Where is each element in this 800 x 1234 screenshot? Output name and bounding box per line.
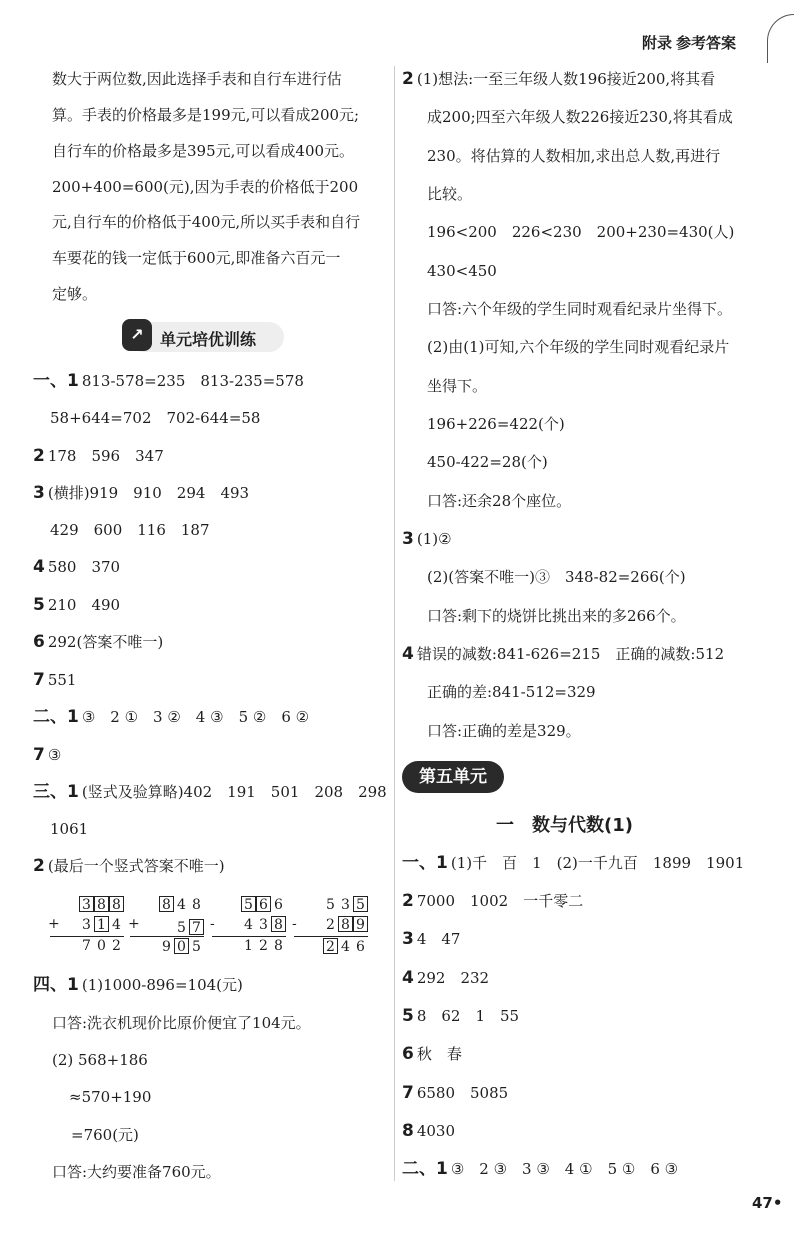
calc-digit-box: 9: [353, 916, 368, 932]
corner-decoration: [767, 14, 794, 63]
calc-digit: 5: [326, 897, 335, 913]
answer-line: [424, 414, 565, 434]
item-marker: 3: [33, 483, 45, 503]
answer-line: [424, 376, 487, 396]
answer-line: [402, 644, 724, 664]
item-marker: 一、1: [402, 853, 448, 873]
calc-digit: 3: [259, 917, 268, 933]
calc-operator: -: [292, 916, 297, 932]
calc-digit: 8: [192, 897, 201, 913]
answer-line: [402, 1006, 519, 1026]
answer-line: [402, 1083, 508, 1103]
calc-digit: 4: [112, 917, 121, 933]
answer-line: [33, 745, 61, 765]
answer-text: ③: [47, 746, 62, 764]
calc-digit: 4: [244, 917, 253, 933]
item-marker: 6: [402, 1044, 414, 1064]
section-title: 一 数与代数(1): [496, 815, 633, 836]
calc-row: [44, 896, 124, 916]
answer-line: [424, 606, 686, 626]
intro-line: 200+400=600(元),因为手表的价格低于200: [52, 178, 359, 196]
answer-text: 6580 5085: [416, 1084, 509, 1102]
calc-digit: 3: [82, 917, 91, 933]
answer-text: 450-422=28(个): [427, 453, 548, 471]
answer-line: [33, 670, 76, 690]
answer-line: [424, 682, 596, 702]
answer-text: 292(答案不唯一): [47, 633, 164, 651]
calc-digit-box: 8: [94, 896, 109, 912]
item-marker: 2: [33, 446, 45, 466]
answer-text: ③ 2 ③ 3 ③ 4 ① 5 ① 6 ③: [450, 1160, 679, 1178]
item-marker: 4: [402, 968, 414, 988]
calc-line: [212, 936, 286, 937]
calc-digit-box: 3: [79, 896, 94, 912]
header-appendix: 附录: [642, 34, 673, 52]
calc-row: [124, 896, 204, 916]
calc-digit-box: 8: [159, 896, 174, 912]
item-marker: 3: [402, 929, 414, 949]
page-header: [638, 32, 736, 53]
calc-digit: 6: [356, 939, 365, 955]
answer-text: 196+226=422(个): [427, 415, 565, 433]
intro-line: 算。手表的价格最多是199元,可以看成200元;: [52, 106, 360, 124]
answer-line: [47, 520, 210, 540]
calc-digit-box: 5: [241, 896, 256, 912]
calc-digit: [159, 916, 174, 932]
calc-digit: 2: [326, 917, 335, 933]
column-divider: [394, 66, 395, 1181]
answer-text: 292 232: [416, 969, 490, 987]
vertical-calc: [124, 896, 204, 958]
answer-text: 813-578=235 813-235=578: [81, 372, 304, 390]
calc-operator: +: [48, 916, 60, 932]
answer-line: [402, 1121, 455, 1141]
item-marker: 7: [402, 1083, 414, 1103]
calc-digit: 6: [274, 897, 283, 913]
answer-line: [424, 721, 581, 741]
answer-text: ③ 2 ① 3 ② 4 ③ 5 ② 6 ②: [81, 708, 310, 726]
header-answers: 参考答案: [676, 34, 737, 52]
answer-text: 430<450: [427, 262, 497, 280]
answer-line: [49, 1050, 148, 1070]
answer-line: [424, 146, 720, 166]
calc-row: [124, 938, 204, 958]
answer-text: 210 490: [47, 596, 121, 614]
item-marker: 2: [402, 69, 414, 89]
calc-operator: +: [128, 916, 140, 932]
answer-text: 比较。: [427, 185, 473, 203]
answer-line: [402, 968, 489, 988]
answer-line: [424, 452, 548, 472]
vertical-calc: [44, 896, 124, 958]
calc-row: [206, 896, 286, 916]
answer-line: [424, 337, 729, 357]
answer-line: [424, 567, 686, 587]
answer-line: [33, 632, 163, 652]
calc-digit: 2: [112, 938, 121, 954]
calc-digit: 5: [192, 939, 201, 955]
answer-text: 429 600 116 187: [50, 521, 210, 539]
item-marker: 7: [33, 745, 45, 765]
answer-text: (最后一个竖式答案不唯一): [47, 857, 225, 875]
calc-digit-box: 6: [256, 896, 271, 912]
item-marker: 3: [402, 529, 414, 549]
calc-digit-box: 8: [109, 896, 124, 912]
item-marker: 8: [402, 1121, 414, 1141]
answer-text: (2)由(1)可知,六个年级的学生同时观看纪录片: [427, 338, 730, 356]
intro-line: 车要花的钱一定低于600元,即准备六百元一: [52, 249, 341, 267]
answer-text: ≈570+190: [69, 1088, 152, 1106]
answer-line: [33, 483, 249, 503]
item-marker: 一、1: [33, 371, 79, 391]
calc-digit-box: 1: [94, 916, 109, 932]
training-title: 单元培优训练: [160, 330, 257, 349]
answer-line: [68, 1125, 139, 1145]
answer-line: [402, 1159, 678, 1179]
intro-line: 自行车的价格最多是395元,可以看成400元。: [52, 142, 355, 160]
answer-line: [402, 69, 715, 89]
answer-text: 口答:剩下的烧饼比挑出来的多266个。: [427, 607, 686, 625]
answer-text: 错误的减数:841-626=215 正确的减数:512: [416, 645, 725, 663]
answer-line: [33, 557, 120, 577]
answer-text: 8 62 1 55: [416, 1007, 520, 1025]
page-number-value: 47: [752, 1194, 773, 1212]
answer-text: 580 370: [47, 558, 121, 576]
answer-text: 口答:六个年级的学生同时观看纪录片坐得下。: [427, 300, 733, 318]
page-number: [752, 1194, 782, 1212]
answer-text: 口答:正确的差是329。: [427, 722, 581, 740]
calc-digit: 9: [162, 939, 171, 955]
answer-line: [402, 891, 583, 911]
calc-line: [130, 936, 204, 937]
item-marker: 5: [402, 1006, 414, 1026]
calc-digit: 3: [341, 897, 350, 913]
unit-badge: 第五单元: [402, 761, 504, 793]
item-marker: 二、1: [402, 1159, 448, 1179]
item-marker: 2: [33, 856, 45, 876]
answer-text: 178 596 347: [47, 447, 164, 465]
vertical-calc: [206, 896, 286, 958]
calc-digit: 4: [177, 897, 186, 913]
answer-text: (竖式及验算略)402 191 501 208 298: [81, 783, 387, 801]
answer-text: 口答:还余28个座位。: [427, 492, 572, 510]
answer-line: [33, 856, 225, 876]
intro-line: 定够。: [52, 285, 98, 303]
item-marker: 2: [402, 891, 414, 911]
answer-text: (2)(答案不唯一)③ 348-82=266(个): [427, 568, 686, 586]
intro-line: 元,自行车的价格低于400元,所以买手表和自行: [52, 213, 361, 231]
answer-line: [33, 782, 387, 802]
calc-row: [288, 896, 368, 916]
item-marker: 4: [402, 644, 414, 664]
calc-digit: 4: [341, 939, 350, 955]
answer-line: [47, 819, 88, 839]
answer-text: =760(元): [71, 1126, 139, 1144]
answer-line: [402, 529, 452, 549]
answer-line: [33, 707, 309, 727]
calc-digit-box: 7: [189, 919, 204, 935]
answer-text: 坐得下。: [427, 377, 488, 395]
answer-line: [402, 929, 460, 949]
item-marker: 二、1: [33, 707, 79, 727]
calc-digit: 5: [177, 920, 186, 936]
calc-digit-box: 8: [271, 916, 286, 932]
answer-text: 551: [47, 671, 77, 689]
training-heading: [128, 322, 284, 352]
vertical-calc: [288, 896, 368, 958]
answer-line: [49, 1162, 221, 1182]
bullet-dot: •: [772, 1194, 783, 1212]
chart-trend-icon: ↗: [122, 319, 152, 351]
answer-text: 4 47: [416, 930, 461, 948]
answer-text: (2) 568+186: [52, 1051, 148, 1069]
answer-text: 秋 春: [416, 1045, 462, 1063]
calc-digit-box: 2: [323, 938, 338, 954]
answer-line: [49, 1013, 311, 1033]
calc-row: [44, 938, 124, 958]
answer-line: [33, 446, 164, 466]
answer-text: 口答:洗衣机现价比原价便宜了104元。: [52, 1014, 311, 1032]
calc-digit: 8: [274, 938, 283, 954]
answer-text: (1)1000-896=104(元): [81, 976, 243, 994]
answer-text: 196<200 226<230 200+230=430(人): [427, 223, 735, 241]
answer-text: 1061: [50, 820, 89, 838]
answer-line: [66, 1087, 151, 1107]
answer-text: 58+644=702 702-644=58: [50, 409, 261, 427]
item-marker: 6: [33, 632, 45, 652]
calc-digit: 1: [244, 938, 253, 954]
calc-row: [206, 938, 286, 958]
answer-text: (横排)919 910 294 493: [47, 484, 250, 502]
answer-text: 4030: [416, 1122, 456, 1140]
answer-line: [424, 184, 472, 204]
calc-row: [124, 916, 204, 936]
calc-digit: 0: [97, 938, 106, 954]
answer-line: [424, 222, 734, 242]
calc-row: [288, 916, 368, 936]
calc-digit-box: 5: [353, 896, 368, 912]
item-marker: 三、1: [33, 782, 79, 802]
answer-text: 口答:大约要准备760元。: [52, 1163, 221, 1181]
calc-digit-box: 0: [174, 938, 189, 954]
item-marker: 7: [33, 670, 45, 690]
calc-line: [294, 936, 368, 937]
answer-line: [424, 107, 733, 127]
answer-line: [33, 975, 243, 995]
item-marker: 5: [33, 595, 45, 615]
answer-line: [424, 491, 571, 511]
answer-text: (1)②: [416, 530, 452, 548]
answer-line: [402, 1044, 462, 1064]
answer-line: [47, 408, 260, 428]
calc-row: [206, 916, 286, 936]
calc-operator: -: [210, 916, 215, 932]
answer-line: [402, 853, 744, 873]
intro-line: 数大于两位数,因此选择手表和自行车进行估: [52, 70, 342, 88]
answer-line: [424, 261, 497, 281]
item-marker: 4: [33, 557, 45, 577]
answer-text: (1)千 百 1 (2)一千九百 1899 1901: [450, 854, 745, 872]
answer-text: (1)想法:一至三年级人数196接近200,将其看: [416, 70, 716, 88]
answer-text: 正确的差:841-512=329: [427, 683, 596, 701]
answer-text: 230。将估算的人数相加,求出总人数,再进行: [427, 147, 721, 165]
answer-line: [33, 371, 304, 391]
answer-line: [424, 299, 732, 319]
calc-digit: 2: [259, 938, 268, 954]
answer-text: 7000 1002 一千零二: [416, 892, 584, 910]
calc-row: [44, 916, 124, 936]
calc-line: [50, 936, 124, 937]
calc-digit-box: 8: [338, 916, 353, 932]
calc-digit: 7: [82, 938, 91, 954]
answer-text: 成200;四至六年级人数226接近230,将其看成: [427, 108, 733, 126]
item-marker: 四、1: [33, 975, 79, 995]
answer-line: [33, 595, 120, 615]
calc-row: [288, 938, 368, 958]
